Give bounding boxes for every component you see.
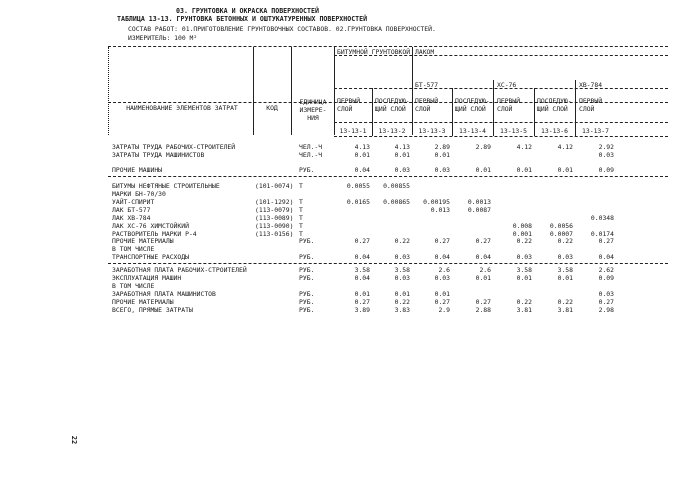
- cell-value: 3.58: [516, 266, 532, 274]
- c3-layer-2: СЛОЙ: [415, 105, 431, 113]
- cell-value: 0.27: [598, 237, 614, 245]
- cell-value: 0.01: [475, 166, 491, 174]
- col-code-2: 13-13-2: [378, 127, 406, 135]
- table-title: ТАБЛИЦА 13-13. ГРУНТОВКА БЕТОННЫХ И ОШТУКАТУРЕННЫХ ПОВЕРХНОСТЕЙ: [117, 15, 368, 23]
- cell-value: 0.00865: [383, 198, 410, 206]
- row-name: ЭКСПЛУАТАЦИЯ МАШИН: [112, 274, 182, 282]
- row-code: (101-1292): [255, 198, 294, 206]
- cell-value: 0.03: [394, 166, 410, 174]
- cell-value: 2.9: [438, 306, 450, 314]
- c1-layer-2: СЛОЙ: [337, 105, 353, 113]
- cell-value: 0.0087: [467, 206, 491, 214]
- cell-value: 0.27: [354, 298, 370, 306]
- work-composition: СОСТАВ РАБОТ: 01.ПРИГОТОВЛЕНИЕ ГРУНТОВОЧНЫХ СОСТАВОВ. 02.ГРУНТОВКА ПОВЕРХНОСТЕЙ.: [128, 25, 436, 33]
- cell-value: 0.0007: [549, 230, 573, 238]
- cell-value: 0.22: [516, 298, 532, 306]
- row-unit: Т: [299, 222, 303, 230]
- cell-value: 0.04: [354, 166, 370, 174]
- c4-layer-1: ПОСЛЕДУЮ-: [455, 97, 490, 105]
- cell-value: 4.13: [394, 143, 410, 151]
- cell-value: 4.12: [557, 143, 573, 151]
- row-name: ЗАТРАТЫ ТРУДА РАБОЧИХ-СТРОИТЕЛЕЙ: [112, 143, 236, 151]
- row-name: ПРОЧИЕ МАШИНЫ: [112, 166, 163, 174]
- cell-value: 0.01: [475, 274, 491, 282]
- subgroup-bt577: БТ-577: [415, 81, 439, 89]
- cell-value: 0.27: [475, 298, 491, 306]
- cell-value: 0.01: [557, 274, 573, 282]
- c6-layer-2: ЩИЙ СЛОЙ: [537, 105, 568, 113]
- cell-value: 0.01: [516, 166, 532, 174]
- cell-value: 0.22: [394, 298, 410, 306]
- cell-value: 0.22: [557, 298, 573, 306]
- row-unit: Т: [299, 182, 303, 190]
- col-code-6: 13-13-6: [541, 127, 568, 135]
- cell-value: 0.0348: [590, 214, 614, 222]
- cell-value: 0.27: [434, 298, 450, 306]
- cell-value: 0.03: [394, 253, 410, 261]
- c5-layer-1: ПЕРВЫЙ: [497, 97, 521, 105]
- row-unit: РУБ.: [299, 253, 315, 261]
- row-code: (113-0156): [255, 230, 294, 238]
- cell-value: 0.00195: [423, 198, 450, 206]
- cell-value: 3.58: [394, 266, 410, 274]
- section-rule-1: [108, 176, 668, 177]
- c6-layer-1: ПОСЛЕДУЮ-: [537, 97, 572, 105]
- row-unit: Т: [299, 230, 303, 238]
- cell-value: 3.58: [354, 266, 370, 274]
- col-code-4: 13-13-4: [459, 127, 486, 135]
- row-unit: Т: [299, 214, 303, 222]
- c7-layer-1: ПЕРВЫЙ: [579, 97, 603, 105]
- cell-value: 0.03: [434, 166, 450, 174]
- row-code: (101-0074): [255, 182, 294, 190]
- code-bottom-rule: [334, 136, 668, 137]
- sep-name-code: [253, 47, 254, 135]
- cell-value: 0.27: [434, 237, 450, 245]
- row-name: ТРАНСПОРТНЫЕ РАСХОДЫ: [112, 253, 189, 261]
- subgroup-xv784: ХВ-784: [579, 81, 603, 89]
- cell-value: 3.81: [516, 306, 532, 314]
- c4-layer-2: ЩИЙ СЛОЙ: [455, 105, 486, 113]
- c2-layer-1: ПОСЛЕДУЮ-: [375, 97, 410, 105]
- cell-value: 0.27: [475, 237, 491, 245]
- row-name: УАЙТ-СПИРИТ: [112, 198, 155, 206]
- row-name: ЗАРАБОТНАЯ ПЛАТА РАБОЧИХ-СТРОИТЕЛЕЙ: [112, 266, 247, 274]
- row-name: В ТОМ ЧИСЛЕ: [112, 282, 155, 290]
- cell-value: 0.008: [512, 222, 532, 230]
- row-name: ЛАК ХВ-784: [112, 214, 151, 222]
- cell-value: 2.6: [479, 266, 491, 274]
- cell-value: 0.04: [434, 253, 450, 261]
- cell-value: 0.0013: [467, 198, 491, 206]
- cell-value: 0.03: [557, 253, 573, 261]
- cell-value: 0.01: [434, 151, 450, 159]
- cell-value: 0.04: [475, 253, 491, 261]
- cell-value: 0.00855: [383, 182, 410, 190]
- cell-value: 2.98: [598, 306, 614, 314]
- cell-value: 0.03: [598, 151, 614, 159]
- cell-value: 0.04: [598, 253, 614, 261]
- cell-value: 0.04: [354, 253, 370, 261]
- cell-value: 0.22: [516, 237, 532, 245]
- cell-value: 0.013: [430, 206, 450, 214]
- cell-value: 0.01: [354, 151, 370, 159]
- row-code: (113-0089): [255, 214, 294, 222]
- sep-left-margin: [108, 47, 109, 135]
- row-name: ЛАК БТ-577: [112, 206, 151, 214]
- group-lak-header: ЛАКОМ: [415, 48, 435, 56]
- col-code-5: 13-13-5: [500, 127, 527, 135]
- cell-value: 0.03: [598, 290, 614, 298]
- col-code-7: 13-13-7: [582, 127, 609, 135]
- row-unit: РУБ.: [299, 290, 315, 298]
- row-name: ВСЕГО, ПРЯМЫЕ ЗАТРАТЫ: [112, 306, 193, 314]
- col-code-3: 13-13-3: [418, 127, 446, 135]
- row-name: БИТУМЫ НЕФТЯНЫЕ СТРОИТЕЛЬНЫЕ: [112, 182, 220, 190]
- cell-value: 0.04: [354, 274, 370, 282]
- row-unit: ЧЕЛ.-Ч: [299, 151, 323, 159]
- row-name: ЗАТРАТЫ ТРУДА МАШИНИСТОВ: [112, 151, 205, 159]
- cell-value: 0.01: [354, 290, 370, 298]
- cell-value: 0.01: [516, 274, 532, 282]
- row-name: ЗАРАБОТНАЯ ПЛАТА МАШИНИСТОВ: [112, 290, 216, 298]
- meter-line: ИЗМЕРИТЕЛЬ: 100 М²: [128, 34, 198, 42]
- cell-value: 4.13: [354, 143, 370, 151]
- cell-value: 0.09: [598, 166, 614, 174]
- row-unit: РУБ.: [299, 166, 315, 174]
- col-unit-header-1: ЕДИНИЦА: [299, 98, 327, 106]
- cell-value: 0.03: [516, 253, 532, 261]
- cell-value: 3.89: [354, 306, 370, 314]
- row-unit: РУБ.: [299, 266, 315, 274]
- section-title: 03. ГРУНТОВКА И ОКРАСКА ПОВЕРХНОСТЕЙ: [176, 7, 319, 15]
- row-name: В ТОМ ЧИСЛЕ: [112, 245, 155, 253]
- row-name: РАСТВОРИТЕЛЬ МАРКИ Р-4: [112, 230, 197, 238]
- cell-value: 4.12: [516, 143, 532, 151]
- c2-layer-2: ЩИЙ СЛОЙ: [375, 105, 406, 113]
- subgroup-xc76: ХС-76: [497, 81, 517, 89]
- row-code: (113-0079): [255, 206, 294, 214]
- row-name: ПРОЧИЕ МАТЕРИАЛЫ: [112, 237, 174, 245]
- c5-layer-2: СЛОЙ: [497, 105, 513, 113]
- cell-value: 0.27: [598, 298, 614, 306]
- cell-value: 0.01: [394, 151, 410, 159]
- cell-value: 0.0055: [346, 182, 370, 190]
- cell-value: 0.03: [394, 274, 410, 282]
- cell-value: 0.0056: [549, 222, 573, 230]
- section-rule-2: [108, 263, 668, 264]
- cell-value: 3.58: [557, 266, 573, 274]
- c7-layer-2: СЛОЙ: [579, 105, 595, 113]
- row-name: ЛАК ХС-76 ХИМСТОЙКИЙ: [112, 222, 189, 230]
- layer-code-rule: [334, 122, 668, 123]
- col-code-1: 13-13-1: [339, 127, 367, 135]
- table-top-rule: [108, 46, 668, 47]
- cell-value: 0.0165: [346, 198, 370, 206]
- page-number: 22: [70, 435, 79, 445]
- cell-value: 2.92: [598, 143, 614, 151]
- cell-value: 0.01: [394, 290, 410, 298]
- sep-code-unit: [291, 47, 292, 135]
- cell-value: 0.27: [354, 237, 370, 245]
- cell-value: 3.81: [557, 306, 573, 314]
- col-code-header: КОД: [266, 104, 278, 112]
- cell-value: 0.22: [394, 237, 410, 245]
- row-name: ПРОЧИЕ МАТЕРИАЛЫ: [112, 298, 174, 306]
- row-unit: Т: [299, 206, 303, 214]
- cell-value: 0.01: [557, 166, 573, 174]
- cell-value: 2.62: [598, 266, 614, 274]
- row-unit: РУБ.: [299, 274, 315, 282]
- cell-value: 2.89: [475, 143, 491, 151]
- cell-value: 0.09: [598, 274, 614, 282]
- group-bitum-header: БИТУМНОЙ ГРУНТОВКОЙ: [337, 48, 411, 56]
- row-code: (113-0090): [255, 222, 294, 230]
- cell-value: 0.01: [434, 290, 450, 298]
- cell-value: 0.03: [434, 274, 450, 282]
- cell-value: 2.89: [434, 143, 450, 151]
- row-unit: РУБ.: [299, 298, 315, 306]
- row-unit: Т: [299, 198, 303, 206]
- cell-value: 0.001: [512, 230, 532, 238]
- cell-value: 0.22: [557, 237, 573, 245]
- col-name-header: НАИМЕНОВАНИЕ ЭЛЕМЕНТОВ ЗАТРАТ: [126, 104, 238, 112]
- cell-value: 2.88: [475, 306, 491, 314]
- col-unit-header-2: ИЗМЕРЕ-: [299, 106, 327, 114]
- c3-layer-1: ПЕРВЫЙ: [415, 97, 439, 105]
- row-unit: ЧЕЛ.-Ч: [299, 143, 323, 151]
- row-unit: РУБ.: [299, 237, 315, 245]
- cell-value: 2.6: [438, 266, 450, 274]
- col-unit-header-3: НИЯ: [307, 114, 319, 122]
- row-unit: РУБ.: [299, 306, 315, 314]
- c1-layer-1: ПЕРВЫЙ: [337, 97, 361, 105]
- cell-value: 0.0174: [590, 230, 614, 238]
- cell-value: 3.83: [394, 306, 410, 314]
- row-name: МАРКИ БН-70/30: [112, 190, 166, 198]
